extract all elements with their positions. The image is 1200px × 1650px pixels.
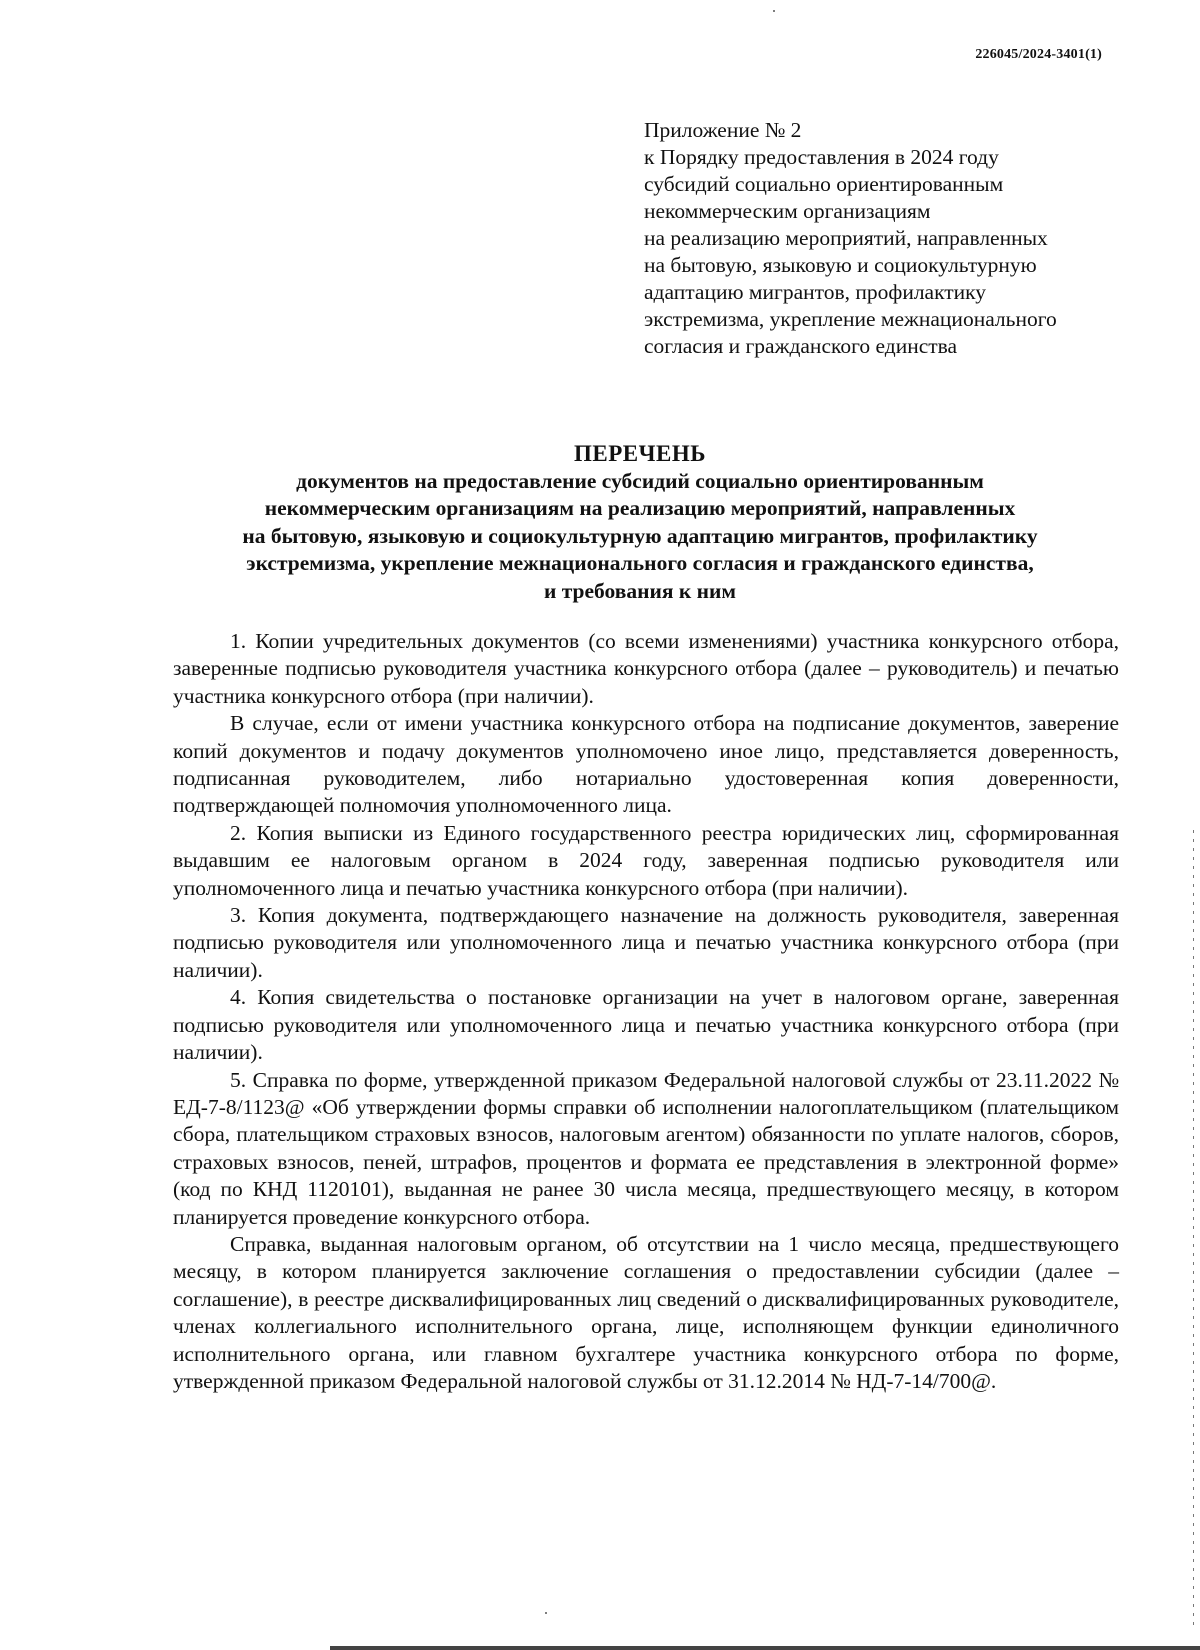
document-body [173,628,1119,1395]
appendix-line: к Порядку предоставления в 2024 году [644,145,999,169]
body-paragraph: Справка, выданная налоговым органом, об отсутствии на 1 число месяца, предшествующего месяцу, в котором планируется заключение соглашения о предоставлении субсидии (далее – соглашение), в реестре дисквалифицированных лиц сведений о дисквалифицированных руководителе, членах коллегиального исполнительного органа, лице, исполняющем функции единоличного исполнительного органа, или главном бухгалтере участника конкурсного отбора по форме, утвержденной приказом Федеральной налоговой службы от 31.12.2014 № НД-7-14/700@. [173,1231,1119,1393]
appendix-line: экстремизма, укрепление межнационального [644,307,1057,331]
subtitle-line: и требования к ним [543,578,737,603]
body-paragraph: 1. Копии учредительных документов (со всеми изменениями) участника конкурсного отбора, заверенные подписью руководителя участника конкурсного отбора (далее – руководитель) и печатью участника конкурсного отбора (при наличии). [173,629,1119,708]
appendix-line: некоммерческим организациям [644,199,931,223]
appendix-line: согласия и гражданского единства [644,334,958,358]
appendix-line: адаптацию мигрантов, профилактику [644,280,987,304]
scan-speck [545,1612,547,1614]
subtitle-line: на бытовую, языковую и социокультурную адаптацию мигрантов, профилактику [242,523,1038,548]
scan-speck [773,10,775,12]
body-paragraph: В случае, если от имени участника конкурсного отбора на подписание документов, заверение копий документов и подачу документов уполномочено иное лицо, представляется доверенность, подписанная руководителем, либо нотариально удостоверенная копия доверенности, подтверждающей полномочия уполномоченного лица. [173,711,1119,818]
body-paragraph: 5. Справка по форме, утвержденной приказом Федеральной налоговой службы от 23.11.2022 № ЕД-7-8/1123@ «Об утверждении формы справки об исполнении налогоплательщиком (плательщиком сбора, плательщиком страховых взносов, налоговым агентом) обязанности по уплате налогов, сборов, страховых взносов, пеней, штрафов, процентов и формата ее представления в электронной форме» (код по КНД 1120101), выданная не ранее 30 числа месяца, предшествующего месяцу, в котором планируется проведение конкурсного отбора. [173,1067,1119,1229]
appendix-line: на реализацию мероприятий, направленных [644,226,1048,250]
subtitle-line: некоммерческим организациям на реализацию мероприятий, направленных [264,496,1016,520]
appendix-block [644,117,1124,360]
appendix-line: на бытовую, языковую и социокультурную [644,253,1037,277]
body-paragraph: 3. Копия документа, подтверждающего назначение на должность руководителя, заверенная подписью руководителя или уполномоченного лица и печатью участника конкурсного отбора (при наличии). [173,903,1119,982]
document-heading [150,440,1130,605]
document-title: ПЕРЕЧЕНЬ [574,441,706,466]
subtitle-line: документов на предоставление субсидий социально ориентированным [296,468,984,493]
document-reference-number: 226045/2024-3401(1) [975,47,1102,62]
scan-bottom-edge [330,1646,1200,1650]
appendix-line: субсидий социально ориентированным [644,172,1004,196]
appendix-line: Приложение № 2 [644,118,802,142]
body-paragraph: 4. Копия свидетельства о постановке организации на учет в налоговом органе, заверенная подписью руководителя или уполномоченного лица и печатью участника конкурсного отбора (при наличии). [173,985,1119,1065]
body-paragraph: 2. Копия выписки из Единого государственного реестра юридических лиц, сформированная выдавшим ее налоговым органом в 2024 году, заверенная подписью руководителя или уполномоченного лица и печатью участника конкурсного отбора (при наличии). [173,820,1119,900]
scan-edge-artifact [1193,830,1194,1630]
subtitle-line: экстремизма, укрепление межнационального согласия и гражданского единства, [246,551,1034,575]
